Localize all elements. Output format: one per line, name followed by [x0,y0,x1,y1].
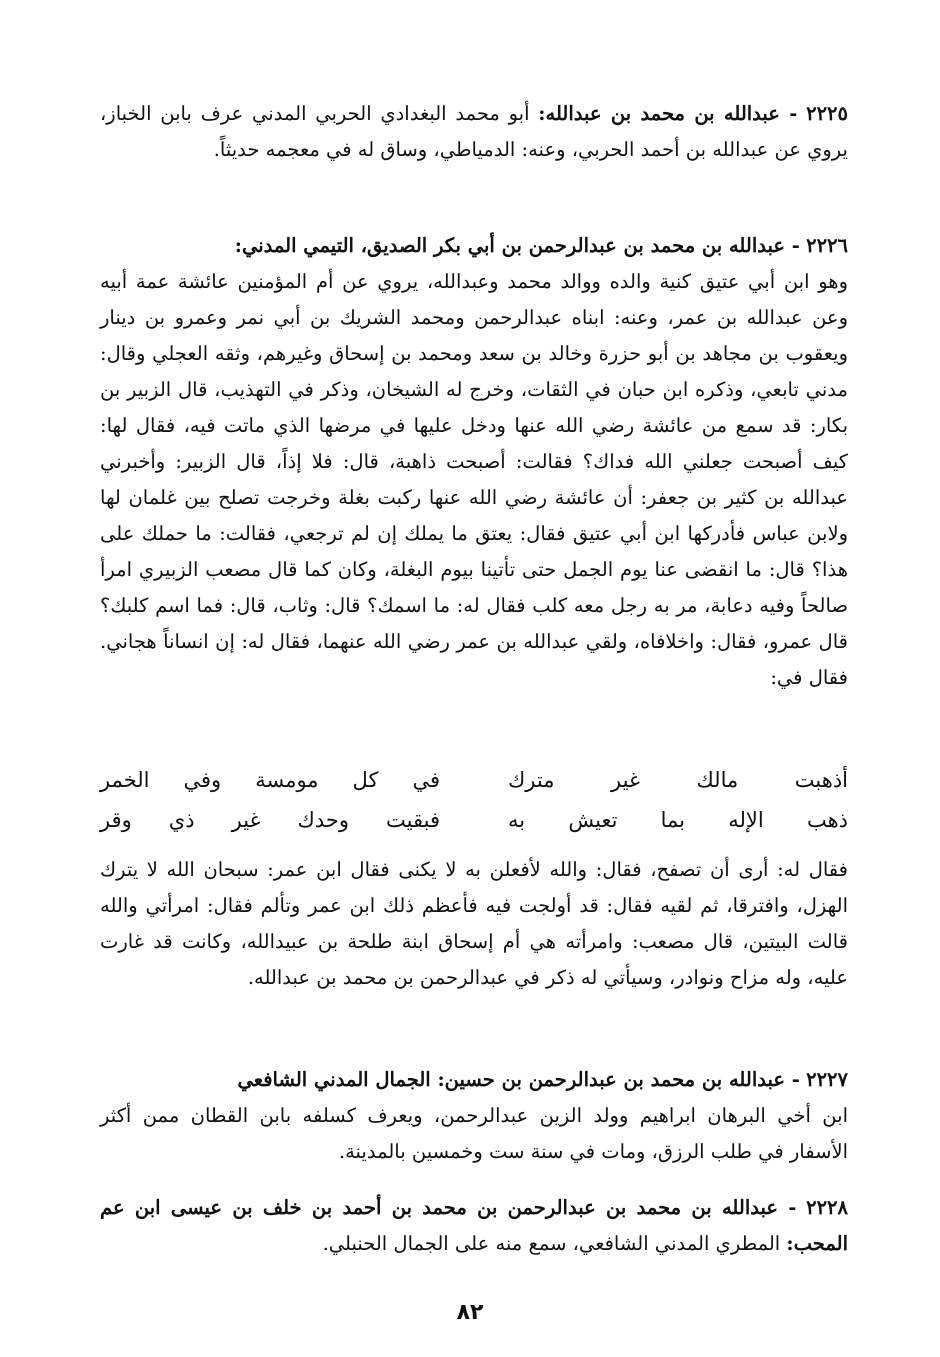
entry-continuation: فقال له: أرى أن تصفح، فقال: والله لأفعلن به لا يكنى فقال ابن عمر: سبحان الله لا يترك الهزل، وافترقا، ثم لقيه فقال: قد أولجت فيه فأعظم ذلك ابن عمر وتألم فقال: امرأتي والله قالت البيتين، قال مصعب: وامرأته هي أم إسحاق ابنة طلحة بن عبيدالله، وكانت قد غارت عليه، وله مزاح ونوادر، وسيأتي له ذكر في عبدالرحمن بن محمد بن عبدالله. [100,858,848,989]
entry-heading: - عبدالله بن محمد بن عبدالله: [538,102,798,125]
entry-heading: - عبدالله بن محمد بن عبدالرحمن بن محمد بن أحمد بن خلف بن عيسى ابن عم المحب: [100,1196,848,1255]
entry-2228 [100,1190,848,1262]
page-number: ٨٢ [456,1300,484,1325]
entry-number: ٢٢٢٦ [806,234,848,257]
entry-number: ٢٢٢٧ [806,1068,848,1091]
entry-body: المطري المدني الشافعي، سمع منه على الجمال الحنبلي. [322,1232,781,1255]
entry-heading: - عبدالله بن محمد بن عبدالرحمن بن أبي بكر الصديق، التيمي المدني: [234,234,800,257]
poem-hemistich-second: في كل مومسة وفي الخمر [100,768,440,792]
poem-line [100,760,848,800]
poem-line [100,800,848,840]
entry-2226 [100,228,848,696]
entry-heading: - عبدالله بن محمد بن عبدالرحمن بن حسين: الجمال المدني الشافعي [237,1068,800,1091]
entry-body: ابن أخي البرهان ابراهيم وولد الزين عبدالرحمن، ويعرف كسلفه بابن القطان ممن أكثر الأسفار في طلب الرزق، ومات في سنة ست وخمسين بالمدينة. [100,1104,848,1163]
poem-hemistich-first: أذهبت مالك غير مترك [508,768,848,792]
entry-number: ٢٢٢٥ [806,102,849,125]
entry-2227 [100,1062,848,1170]
entry-2225 [100,96,848,168]
entry-2226-continuation [100,852,848,996]
entry-number: ٢٢٢٨ [806,1196,848,1219]
entry-body: وهو ابن أبي عتيق كنية والده ووالد محمد وعبدالله، يروي عن أم المؤمنين عائشة عمة أبيه وعن عبدالله بن عمر، وعنه: ابناه عبدالرحمن ومحمد الشريك بن أبي نمر وعمرو بن دينار ويعقوب بن مجاهد بن أبو حزرة وخالد بن سعد ومحمد بن إسحاق وغيرهم، وثقه العجلي وقال: مدني تابعي، وذكره ابن حبان في الثقات، وخرج له الشيخان، وذكر في التهذيب، قال الزبير بن بكار: قد سمع من عائشة رضي الله عنها ودخل عليها في مرضها الذي ماتت فيه، فقال لها: كيف أصبحت جعلني الله فداك؟ فقالت: أصبحت ذاهبة، قال: فلا إذاً، قال الزبير: وأخبرني عبدالله بن كثير بن جعفر: أن عائشة رضي الله عنها ركبت بغلة وخرجت تصلح بين غلمان لها ولابن عباس فأدركها ابن أبي عتيق فقال: يعتق ما يملك إن لم ترجعي، فقالت: ما حملك على هذا؟ قال: ما انقضى عنا يوم الجمل حتى تأتينا بيوم البغلة، وكان كما قال مصعب الزبيري امرأ صالحاً وفيه دعابة، مر به رجل معه كلب فقال له: ما اسمك؟ قال: وثاب، قال: فما اسم كلبك؟ قال عمرو، فقال: واخلافاه، ولقي عبدالله بن عمر رضي الله عنهما، فقال له: إن انساناً هجاني. فقال في: [100,270,848,689]
poem-hemistich-second: فبقيت وحدك غير ذي وقر [100,808,440,832]
poem-hemistich-first: ذهب الإله بما تعيش به [508,808,848,832]
poem-verses [100,760,848,840]
entry-body: أبو محمد البغدادي الحربي المدني عرف بابن الخباز، يروي عن عبدالله بن أحمد الحربي، وعنه: الدمياطي، وساق له في معجمه حديثاً. [100,102,848,161]
